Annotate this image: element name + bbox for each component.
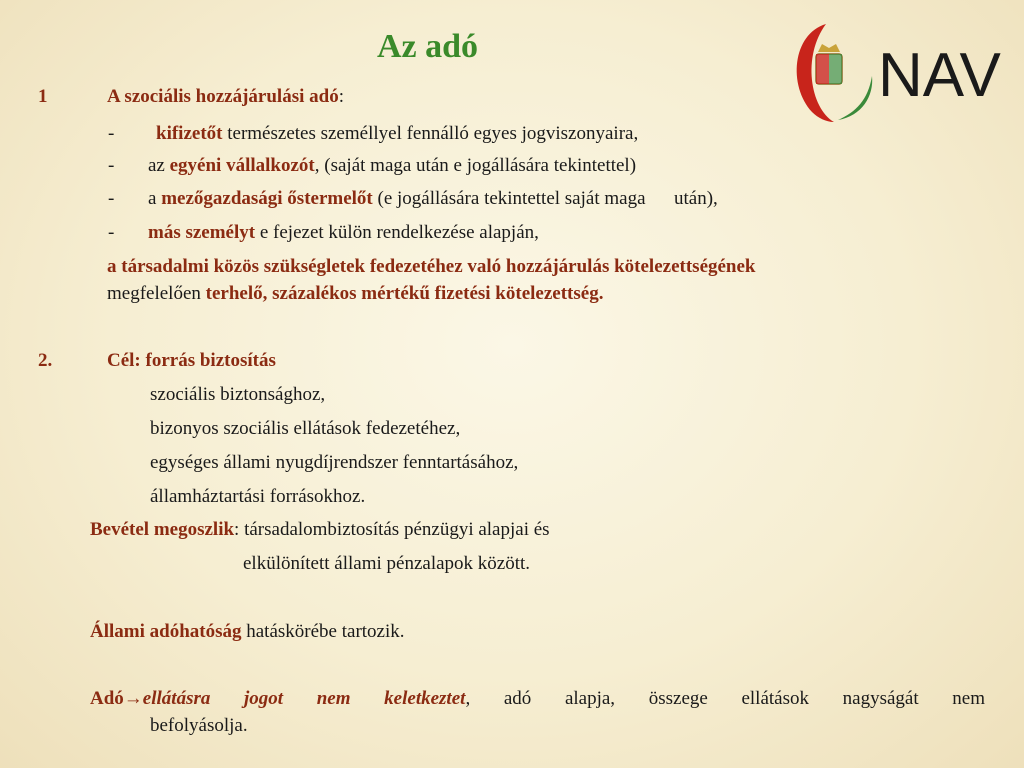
goal-item: egységes állami nyugdíjrendszer fenntartásához, xyxy=(150,452,519,473)
ado-line1: Adó→ellátásra jogot nem keletkeztet, adó alapja, összege ellátások nagyságát nem xyxy=(90,688,986,709)
section1-number: 1 xyxy=(38,86,48,107)
ado-line2: befolyásolja. xyxy=(150,715,248,736)
page-title: Az adó xyxy=(376,28,479,65)
bullet-egyeni-vallalkozo: az egyéni vállalkozót, (saját maga után e jogállására tekintettel) xyxy=(148,155,637,176)
bullet-mezogazdasagi: a mezőgazdasági őstermelőt (e jogállására tekintettel saját maga után), xyxy=(148,188,718,209)
section2-number: 2. xyxy=(38,350,53,371)
nav-logo-text: NAV xyxy=(878,41,1001,110)
revenue-line2: elkülönített állami pénzalapok között. xyxy=(243,553,531,574)
bullet-kifizeto: kifizetőt természetes személlyel fennálló egyes jogviszonyaira, xyxy=(156,123,639,144)
bullet-mas-szemely: más személyt e fejezet külön rendelkezése alapján, xyxy=(148,222,539,243)
bullet-dash: - xyxy=(108,155,115,176)
bullet-dash: - xyxy=(108,222,115,243)
goal-item: szociális biztonsághoz, xyxy=(150,384,326,405)
goal-item: bizonyos szociális ellátások fedezetéhez, xyxy=(150,418,461,439)
summary-line1: a társadalmi közös szükségletek fedezetéhez való hozzájárulás kötelezettségének xyxy=(107,256,756,277)
bullet-dash: - xyxy=(108,123,115,144)
goal-item: államháztartási forrásokhoz. xyxy=(150,486,366,507)
summary-line2: megfelelően terhelő, százalékos mértékű fizetési kötelezettség. xyxy=(107,283,604,304)
section1-heading: A szociális hozzájárulási adó: xyxy=(107,86,344,107)
hungarian-coat-of-arms-icon xyxy=(797,24,872,122)
nav-logo xyxy=(782,16,1002,126)
authority-line: Állami adóhatóság hatáskörébe tartozik. xyxy=(90,621,405,642)
section2-heading: Cél: forrás biztosítás xyxy=(107,350,276,371)
revenue-line1: Bevétel megoszlik: társadalombiztosítás pénzügyi alapjai és xyxy=(90,519,550,540)
bullet-dash: - xyxy=(108,188,115,209)
